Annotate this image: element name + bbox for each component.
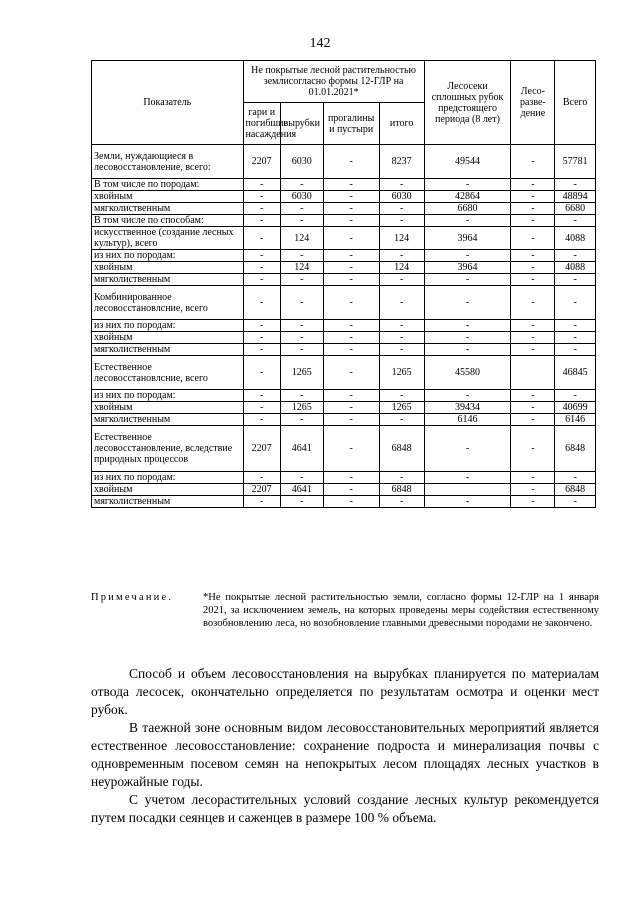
cell-clearcuts: - <box>280 344 323 356</box>
row-label: мягколиственным <box>92 274 244 286</box>
cell-all: - <box>555 496 596 508</box>
header-cutting-areas: Лесосеки сплошных рубок предстоящего периода (8 лет) <box>424 61 511 145</box>
cell-cutting: 6146 <box>424 414 511 426</box>
cell-glades: - <box>323 414 379 426</box>
row-label: хвойным <box>92 191 244 203</box>
cell-glades: - <box>323 145 379 179</box>
cell-cutting: 42864 <box>424 191 511 203</box>
cell-burned: - <box>243 390 280 402</box>
cell-all: - <box>555 390 596 402</box>
table-row <box>92 496 596 508</box>
table-row <box>92 356 596 390</box>
cell-cutting: - <box>424 320 511 332</box>
row-label: искусственное (создание лесных культур), всего <box>92 227 244 250</box>
cell-total: 1265 <box>379 356 424 390</box>
cell-clearcuts: 6030 <box>280 191 323 203</box>
row-label: хвойным <box>92 484 244 496</box>
cell-total: - <box>379 496 424 508</box>
table-note <box>91 591 599 630</box>
cell-breeding: - <box>511 250 555 262</box>
cell-breeding: - <box>511 286 555 320</box>
header-glades: прогалины и пустыри <box>323 103 379 145</box>
cell-total: 6848 <box>379 426 424 472</box>
cell-glades: - <box>323 390 379 402</box>
cell-burned: - <box>243 215 280 227</box>
cell-glades: - <box>323 227 379 250</box>
cell-total: - <box>379 332 424 344</box>
cell-total: - <box>379 414 424 426</box>
cell-cutting: - <box>424 390 511 402</box>
table-row <box>92 179 596 191</box>
row-label: из них по породам: <box>92 390 244 402</box>
cell-burned: 2207 <box>243 145 280 179</box>
cell-breeding: - <box>511 496 555 508</box>
cell-clearcuts: 1265 <box>280 356 323 390</box>
table-row <box>92 402 596 414</box>
cell-breeding: - <box>511 320 555 332</box>
cell-breeding: - <box>511 179 555 191</box>
header-clearcuts: вырубки <box>280 103 323 145</box>
body-text <box>91 665 599 827</box>
cell-burned: - <box>243 332 280 344</box>
table-row <box>92 344 596 356</box>
page-number: 142 <box>309 36 331 51</box>
cell-all: 6848 <box>555 484 596 496</box>
row-label: мягколиственным <box>92 414 244 426</box>
cell-all: - <box>555 332 596 344</box>
cell-burned: - <box>243 274 280 286</box>
header-total: итого <box>379 103 424 145</box>
cell-clearcuts: - <box>280 203 323 215</box>
cell-clearcuts: - <box>280 274 323 286</box>
cell-glades: - <box>323 179 379 191</box>
cell-burned: - <box>243 472 280 484</box>
cell-breeding: - <box>511 484 555 496</box>
cell-all: - <box>555 179 596 191</box>
cell-breeding: - <box>511 145 555 179</box>
cell-burned: - <box>243 414 280 426</box>
cell-clearcuts: - <box>280 215 323 227</box>
table-row <box>92 286 596 320</box>
cell-burned: - <box>243 402 280 414</box>
cell-all: 4088 <box>555 262 596 274</box>
table-row <box>92 145 596 179</box>
cell-burned: - <box>243 203 280 215</box>
cell-cutting: 6680 <box>424 203 511 215</box>
table-row <box>92 215 596 227</box>
row-label: Естественное лесовосстановлсние, всего <box>92 356 244 390</box>
cell-all: - <box>555 250 596 262</box>
cell-cutting: - <box>424 215 511 227</box>
cell-glades: - <box>323 472 379 484</box>
cell-cutting: - <box>424 286 511 320</box>
row-label: Земли, нуждающиеся в лесовосстановление, всего: <box>92 145 244 179</box>
cell-glades: - <box>323 286 379 320</box>
cell-breeding: - <box>511 472 555 484</box>
cell-all: 40699 <box>555 402 596 414</box>
cell-breeding: - <box>511 274 555 286</box>
table-row <box>92 250 596 262</box>
cell-glades: - <box>323 426 379 472</box>
cell-glades: - <box>323 262 379 274</box>
cell-clearcuts: 124 <box>280 262 323 274</box>
cell-all: 46845 <box>555 356 596 390</box>
cell-glades: - <box>323 484 379 496</box>
cell-breeding: - <box>511 215 555 227</box>
cell-cutting: - <box>424 344 511 356</box>
cell-cutting <box>424 484 511 496</box>
cell-clearcuts: 1265 <box>280 402 323 414</box>
cell-all: 6146 <box>555 414 596 426</box>
cell-glades: - <box>323 332 379 344</box>
cell-cutting: 45580 <box>424 356 511 390</box>
cell-cutting: - <box>424 274 511 286</box>
cell-burned: - <box>243 250 280 262</box>
cell-all: 57781 <box>555 145 596 179</box>
cell-cutting: - <box>424 250 511 262</box>
cell-breeding: - <box>511 402 555 414</box>
paragraph-2: В таежной зоне основным видом лесовосстановительных мероприятий является естественное лесовосстановление: сохранение подроста и минерализация почвы с одновременным посевом семян на непокрытых лесом площадях лесных участков в неурожайные годы. <box>91 720 599 789</box>
row-label: В том числе по породам: <box>92 179 244 191</box>
reforestation-table <box>91 60 596 508</box>
row-label: из них по породам: <box>92 320 244 332</box>
cell-burned: - <box>243 191 280 203</box>
table-row <box>92 332 596 344</box>
cell-glades: - <box>323 344 379 356</box>
table-row <box>92 484 596 496</box>
cell-clearcuts: - <box>280 320 323 332</box>
cell-total: 1265 <box>379 402 424 414</box>
cell-burned: - <box>243 179 280 191</box>
cell-glades: - <box>323 250 379 262</box>
table-row <box>92 320 596 332</box>
cell-all: - <box>555 274 596 286</box>
table-row <box>92 390 596 402</box>
cell-burned: 2207 <box>243 426 280 472</box>
table-row <box>92 472 596 484</box>
cell-glades: - <box>323 191 379 203</box>
cell-clearcuts: - <box>280 496 323 508</box>
cell-total: - <box>379 286 424 320</box>
row-label: хвойным <box>92 332 244 344</box>
paragraph-1: Способ и объем лесовосстановления на вырубках планируется по материалам отвода лесосек, окончательно определяется по результатам осмотра и оценки мест рубок. <box>91 666 599 717</box>
cell-all: - <box>555 286 596 320</box>
cell-burned: - <box>243 344 280 356</box>
cell-total: 8237 <box>379 145 424 179</box>
cell-total: - <box>379 215 424 227</box>
cell-glades: - <box>323 496 379 508</box>
cell-clearcuts: 124 <box>280 227 323 250</box>
cell-breeding: - <box>511 262 555 274</box>
cell-cutting: - <box>424 332 511 344</box>
cell-clearcuts: - <box>280 472 323 484</box>
cell-total: 124 <box>379 227 424 250</box>
cell-total: - <box>379 344 424 356</box>
cell-glades: - <box>323 274 379 286</box>
cell-all: - <box>555 215 596 227</box>
row-label: из них по породам: <box>92 250 244 262</box>
cell-breeding: - <box>511 390 555 402</box>
cell-cutting: - <box>424 179 511 191</box>
cell-clearcuts: - <box>280 250 323 262</box>
cell-total: - <box>379 320 424 332</box>
cell-glades: - <box>323 203 379 215</box>
cell-clearcuts: - <box>280 390 323 402</box>
table-row <box>92 203 596 215</box>
cell-clearcuts: - <box>280 414 323 426</box>
cell-total: 6848 <box>379 484 424 496</box>
cell-cutting: 3964 <box>424 262 511 274</box>
header-burned: гари и погибшие насаждения <box>243 103 280 145</box>
cell-cutting: - <box>424 426 511 472</box>
cell-burned: - <box>243 286 280 320</box>
cell-breeding: - <box>511 414 555 426</box>
row-label: В том числе по способам: <box>92 215 244 227</box>
cell-total: - <box>379 472 424 484</box>
table-row <box>92 262 596 274</box>
cell-breeding: - <box>511 426 555 472</box>
cell-breeding: - <box>511 203 555 215</box>
cell-burned: 2207 <box>243 484 280 496</box>
cell-all: 6848 <box>555 426 596 472</box>
cell-all: 4088 <box>555 227 596 250</box>
cell-clearcuts: 4641 <box>280 484 323 496</box>
cell-all: 6680 <box>555 203 596 215</box>
row-label: хвойным <box>92 402 244 414</box>
cell-glades: - <box>323 320 379 332</box>
cell-all: - <box>555 320 596 332</box>
cell-breeding: - <box>511 191 555 203</box>
row-label: Комбинированное лесовосстановлсние, всего <box>92 286 244 320</box>
cell-cutting: - <box>424 496 511 508</box>
cell-total: - <box>379 274 424 286</box>
cell-breeding <box>511 356 555 390</box>
row-label: хвойным <box>92 262 244 274</box>
table-header <box>92 61 596 145</box>
cell-all: 48894 <box>555 191 596 203</box>
cell-burned: - <box>243 320 280 332</box>
cell-burned: - <box>243 262 280 274</box>
header-unforested-group: Не покрытые лесной растительностью землисогласно формы 12-ГЛР на 01.01.2021* <box>243 61 424 103</box>
paragraph-3: С учетом лесорастительных условий создание лесных культур рекомендуется путем посадки сеянцев и саженцев в размере 100 % объема. <box>91 792 599 825</box>
cell-cutting: 3964 <box>424 227 511 250</box>
cell-burned: - <box>243 496 280 508</box>
cell-cutting: - <box>424 472 511 484</box>
cell-clearcuts: - <box>280 179 323 191</box>
cell-cutting: 49544 <box>424 145 511 179</box>
cell-clearcuts: 4641 <box>280 426 323 472</box>
row-label: мягколиственным <box>92 496 244 508</box>
table-row <box>92 414 596 426</box>
table-row <box>92 426 596 472</box>
cell-all: - <box>555 344 596 356</box>
header-all: Всего <box>555 61 596 145</box>
cell-total: 124 <box>379 262 424 274</box>
note-label: Примечание. <box>91 592 174 603</box>
cell-cutting: 39434 <box>424 402 511 414</box>
cell-burned: - <box>243 356 280 390</box>
note-text: *Не покрытые лесной растительностью земли, согласно формы 12-ГЛР на 1 января 2021, за исключением земель, на которых проведены меры содействия естественному возобновлению леса, но возобновление главными древесными породами не закончено. <box>203 592 599 629</box>
row-label: Естественное лесовосстановление, вследствие природных процессов <box>92 426 244 472</box>
cell-all: - <box>555 472 596 484</box>
cell-total: - <box>379 179 424 191</box>
cell-glades: - <box>323 215 379 227</box>
row-label: мягколиственным <box>92 344 244 356</box>
table-body <box>92 145 596 508</box>
cell-breeding: - <box>511 332 555 344</box>
cell-total: - <box>379 250 424 262</box>
cell-glades: - <box>323 402 379 414</box>
header-indicator: Показатель <box>92 61 244 145</box>
cell-glades: - <box>323 356 379 390</box>
cell-total: - <box>379 390 424 402</box>
cell-total: - <box>379 203 424 215</box>
row-label: мягколиственным <box>92 203 244 215</box>
header-tree-breeding: Лесо-разве-дение <box>511 61 555 145</box>
table-row <box>92 227 596 250</box>
cell-clearcuts: - <box>280 286 323 320</box>
cell-clearcuts: - <box>280 332 323 344</box>
cell-total: 6030 <box>379 191 424 203</box>
cell-clearcuts: 6030 <box>280 145 323 179</box>
cell-breeding: - <box>511 344 555 356</box>
cell-breeding: - <box>511 227 555 250</box>
reforestation-table-container <box>91 60 596 508</box>
table-row <box>92 274 596 286</box>
cell-burned: - <box>243 227 280 250</box>
table-row <box>92 191 596 203</box>
row-label: из них по породам: <box>92 472 244 484</box>
